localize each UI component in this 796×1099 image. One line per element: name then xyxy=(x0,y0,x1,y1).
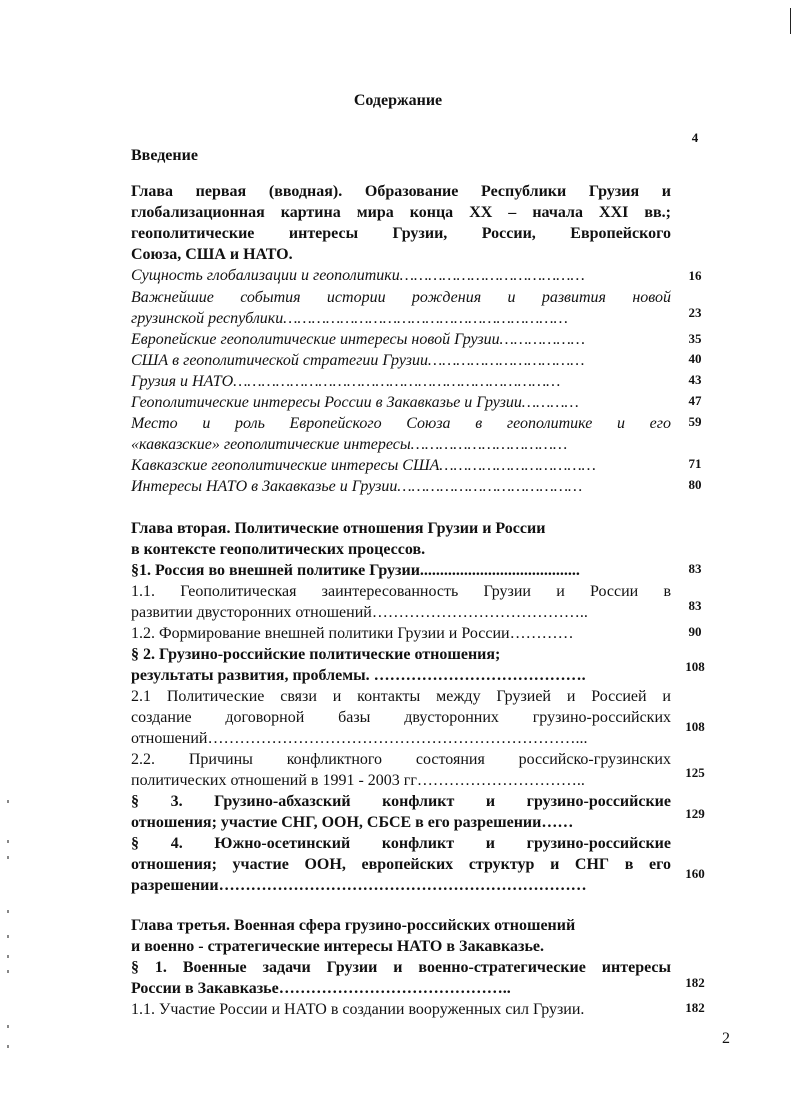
toc-entry-nato-caucasus: Интересы НАТО в Закавказье и Грузии………………………………… xyxy=(131,478,583,495)
toc-section-2-4-line3: разрешении…………………………………………………………… xyxy=(131,877,587,894)
toc-entry-globalization: Сущность глобализации и геополитики………………………………… xyxy=(131,267,585,284)
page-number: 2 xyxy=(722,1030,730,1047)
toc-entry-eu-role-line1: Место и роль Европейского Союза в геополитике и его xyxy=(131,415,671,432)
toc-section-2-3-line1: § 3. Грузино-абхазский конфликт и грузино-российские xyxy=(131,793,671,810)
toc-chapter2-line2: в контексте геополитических процессов. xyxy=(131,541,426,558)
toc-entry-russia-interests: Геополитические интересы России в Закавказье и Грузии………… xyxy=(131,394,579,411)
toc-chapter2-line1: Глава вторая. Политические отношения Грузии и России xyxy=(131,520,546,537)
toc-chapter1-line4: Союза, США и НАТО. xyxy=(131,246,293,263)
toc-chapter3-line1: Глава третья. Военная сфера грузино-российских отношений xyxy=(131,917,576,934)
toc-chapter3-line2: и военно - стратегические интересы НАТО в Закавказье. xyxy=(131,938,545,955)
toc-section-3-1-line1: § 1. Военные задачи Грузии и военно-стратегические интересы xyxy=(131,959,671,976)
toc-sub-2-1-line1: 2.1 Политические связи и контакты между Грузией и Россией и xyxy=(131,688,671,705)
toc-entry-eu-role-line2: «кавказские» геополитические интересы…………………………… xyxy=(131,436,568,453)
page-ref: 4 xyxy=(691,130,699,145)
toc-section-2-1: §1. Россия во внешней политике Грузии........................................ xyxy=(131,562,580,579)
scan-speck xyxy=(7,1025,9,1028)
toc-section-2-2-line1: § 2. Грузино-российские политические отношения; xyxy=(131,646,501,663)
toc-entry-european-interests: Европейские геополитические интересы новой Грузии……………… xyxy=(131,331,586,348)
toc-entry-usa-caucasus: Кавказские геополитические интересы США…………………………… xyxy=(131,457,596,474)
toc-sub-1-2: 1.2. Формирование внешней политики Грузии и России………… xyxy=(131,625,574,642)
page-ref: 40 xyxy=(688,351,702,366)
scan-speck xyxy=(7,910,9,913)
scan-speck xyxy=(7,1045,9,1048)
page-ref: 182 xyxy=(685,1000,705,1015)
toc-sub-2-1-line3: отношений……………………………………………………………... xyxy=(131,730,588,747)
page-ref: 71 xyxy=(688,456,702,471)
page-ref: 35 xyxy=(688,331,702,346)
toc-entry-usa-strategy: США в геополитической стратегии Грузии…………………………… xyxy=(131,352,585,369)
page-ref: 90 xyxy=(688,624,702,639)
toc-sub-2-2-line1: 2.2. Причины конфликтного состояния российско-грузинских xyxy=(131,751,671,768)
toc-chapter1-line1: Глава первая (вводная). Образование Республики Грузия и xyxy=(131,183,671,200)
toc-sub-1-1-line1: 1.1. Геополитическая заинтересованность Грузии и России в xyxy=(131,583,671,600)
page-ref: 83 xyxy=(688,561,702,576)
toc-entry-georgia-nato: Грузия и НАТО…………………………………………………………… xyxy=(131,373,561,390)
toc-section-2-3-line2: отношения; участие СНГ, ООН, СБСЕ в его разрешении…… xyxy=(131,814,574,831)
toc-sub-3-1-1: 1.1. Участие России и НАТО в создании вооруженных сил Грузии. xyxy=(131,1001,585,1018)
page-ref: 23 xyxy=(688,305,702,320)
toc-section-2-4-line2: отношения; участие ООН, европейских структур и СНГ в его xyxy=(131,856,671,873)
scan-speck xyxy=(7,856,9,859)
page-ref: 47 xyxy=(688,393,702,408)
toc-section-2-2-line2: результаты развития, проблемы. …………………………………. xyxy=(131,667,586,684)
toc-chapter1-line3: геополитические интересы Грузии, России, Европейского xyxy=(131,225,671,242)
page-ref: 108 xyxy=(685,659,705,674)
toc-entry-intro: Введение xyxy=(131,147,198,164)
scan-speck xyxy=(7,935,9,938)
page-ref: 108 xyxy=(685,719,705,734)
scan-speck xyxy=(7,970,9,973)
scan-speck xyxy=(7,840,9,843)
page-ref: 43 xyxy=(688,372,702,387)
page-ref: 83 xyxy=(688,598,702,613)
scan-speck xyxy=(7,955,9,958)
toc-sub-1-1-line2: развитии двусторонних отношений………………………………….. xyxy=(131,604,588,621)
scan-edge-mark xyxy=(790,8,791,34)
page-ref: 129 xyxy=(685,806,705,821)
scan-speck xyxy=(7,800,9,803)
page-ref: 80 xyxy=(688,477,702,492)
page-title: Содержание xyxy=(353,92,443,109)
page-ref: 182 xyxy=(685,975,705,990)
page-ref: 160 xyxy=(685,866,705,881)
toc-section-2-4-line1: § 4. Южно-осетинский конфликт и грузино-российские xyxy=(131,835,671,852)
page-ref: 59 xyxy=(688,414,702,429)
toc-entry-history-line2: грузинской республики…………………………………………………… xyxy=(131,310,568,327)
toc-sub-2-1-line2: создание договорной базы двусторонних грузино-российских xyxy=(131,709,671,726)
toc-sub-2-2-line2: политических отношений в 1991 - 2003 гг………………………….. xyxy=(131,772,585,789)
toc-entry-history-line1: Важнейшие события истории рождения и развития новой xyxy=(131,289,671,306)
toc-chapter1-line2: глобализационная картина мира конца XX – начала XXI вв.; xyxy=(131,204,671,221)
page-ref: 16 xyxy=(688,268,702,283)
page-ref: 125 xyxy=(685,765,705,780)
toc-section-3-1-line2: России в Закавказье…………………………………….. xyxy=(131,980,511,997)
